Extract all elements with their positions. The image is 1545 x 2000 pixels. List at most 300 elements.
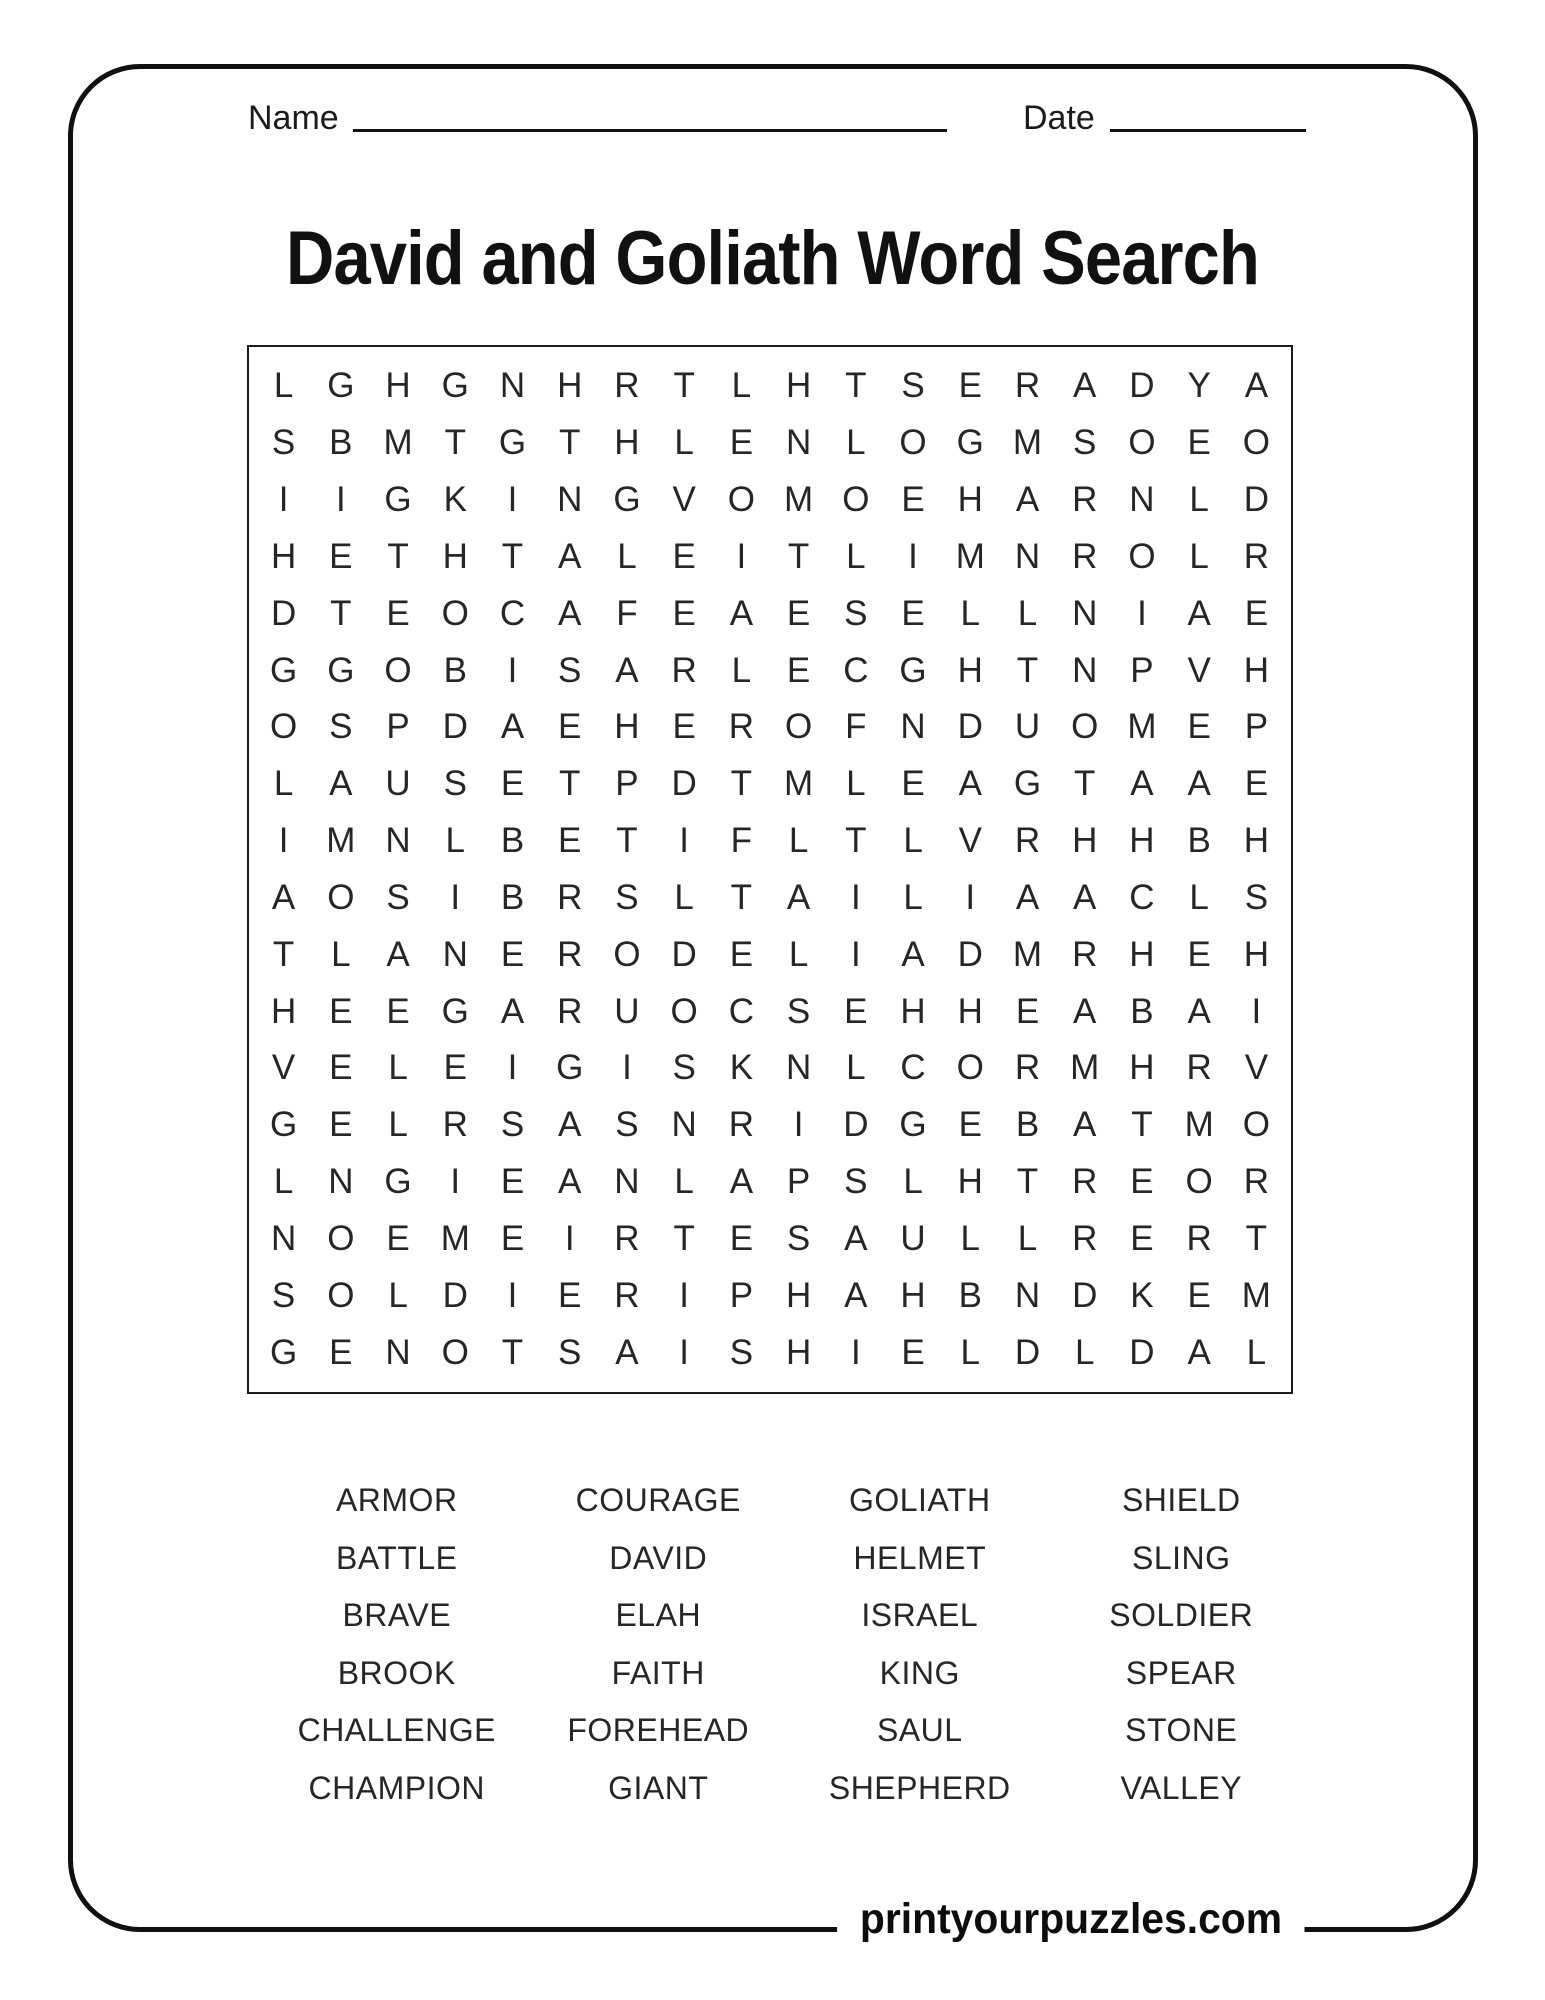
- grid-letter: B: [1130, 991, 1154, 1031]
- grid-letter: H: [900, 1275, 926, 1315]
- grid-letter: E: [443, 1048, 467, 1088]
- grid-letter: I: [965, 877, 976, 917]
- grid-letter: N: [270, 1218, 297, 1258]
- grid-letter: H: [1129, 934, 1155, 974]
- word-list-item: SPEAR: [1125, 1654, 1237, 1691]
- grid-letter: T: [559, 423, 581, 463]
- grid-letter: N: [442, 934, 468, 974]
- grid-letter: O: [956, 1048, 984, 1088]
- grid-letter: S: [271, 1275, 296, 1315]
- grid-letter: Y: [1187, 366, 1211, 406]
- grid-letter: I: [908, 536, 918, 576]
- grid-letter: O: [327, 1218, 355, 1258]
- grid-letter: S: [844, 1162, 868, 1202]
- grid-letter: E: [386, 593, 410, 633]
- grid-letter: B: [500, 821, 525, 861]
- word-list-item: GOLIATH: [848, 1482, 991, 1519]
- grid-letter: R: [728, 1105, 755, 1145]
- grid-letter: I: [793, 1105, 804, 1145]
- grid-letter: E: [786, 650, 811, 690]
- grid-letter: H: [557, 366, 583, 406]
- grid-letter: D: [1072, 1275, 1098, 1315]
- grid-letter: L: [388, 1048, 408, 1088]
- grid-letter: F: [616, 593, 638, 633]
- grid-letter: R: [557, 877, 583, 917]
- grid-letter: A: [1073, 366, 1097, 406]
- grid-letter: L: [1189, 877, 1209, 917]
- grid-letter: H: [785, 1275, 812, 1315]
- grid-letter: S: [329, 707, 353, 747]
- grid-letter: E: [329, 1105, 353, 1145]
- grid-letter: A: [558, 593, 582, 633]
- grid-letter: H: [442, 536, 468, 576]
- grid-letter: D: [1129, 1332, 1155, 1372]
- grid-letter: O: [327, 877, 355, 917]
- date-label: Date: [1023, 99, 1095, 137]
- grid-letter: M: [383, 423, 413, 463]
- grid-letter: E: [1015, 991, 1040, 1031]
- grid-letter: T: [730, 877, 753, 917]
- grid-letter: D: [442, 1275, 468, 1315]
- grid-letter: H: [957, 1162, 983, 1202]
- grid-letter: N: [1129, 480, 1155, 520]
- grid-letter: P: [386, 707, 410, 747]
- grid-letter: I: [622, 1048, 632, 1088]
- grid-letter: V: [271, 1048, 296, 1088]
- grid-letter: P: [615, 764, 639, 804]
- grid-letter: S: [500, 1105, 525, 1145]
- grid-letter: G: [384, 1162, 412, 1202]
- grid-letter: D: [671, 764, 697, 804]
- grid-letter: R: [1014, 1048, 1041, 1088]
- grid-letter: L: [731, 366, 752, 406]
- grid-letter: P: [1130, 650, 1154, 690]
- grid-letter: S: [615, 1105, 639, 1145]
- grid-letter: R: [1072, 480, 1098, 520]
- grid-letter: P: [1244, 707, 1269, 747]
- word-list-item: DAVID: [609, 1539, 708, 1576]
- grid-letter: S: [443, 764, 467, 804]
- grid-letter: O: [1242, 1105, 1270, 1145]
- grid-letter: I: [736, 536, 747, 576]
- grid-letter: I: [1251, 991, 1262, 1031]
- grid-letter: E: [1130, 1162, 1154, 1202]
- grid-letter: A: [1244, 366, 1269, 406]
- grid-letter: N: [385, 1332, 411, 1372]
- grid-letter: C: [843, 650, 869, 690]
- grid-letter: O: [384, 650, 412, 690]
- grid-letter: A: [1130, 764, 1154, 804]
- grid-letter: P: [786, 1162, 811, 1202]
- grid-letter: L: [674, 1162, 694, 1202]
- grid-letter: A: [615, 650, 639, 690]
- grid-letter: B: [1187, 821, 1211, 861]
- grid-letter: M: [440, 1218, 470, 1258]
- grid-letter: M: [326, 821, 356, 861]
- grid-letter: K: [1130, 1275, 1154, 1315]
- grid-letter: E: [901, 593, 925, 633]
- grid-letter: M: [955, 536, 985, 576]
- word-list-item: FOREHEAD: [567, 1712, 750, 1749]
- grid-letter: K: [729, 1048, 754, 1088]
- grid-letter: E: [901, 764, 925, 804]
- grid-letter: D: [442, 707, 468, 747]
- name-label: Name: [248, 99, 339, 137]
- grid-letter: O: [1242, 423, 1270, 463]
- grid-letter: M: [1070, 1048, 1100, 1088]
- word-list-item: BRAVE: [342, 1597, 452, 1634]
- grid-letter: G: [498, 423, 527, 463]
- grid-letter: N: [785, 1048, 812, 1088]
- grid-letter: A: [958, 764, 982, 804]
- grid-letter: O: [727, 480, 755, 520]
- word-list-item: CHAMPION: [308, 1769, 485, 1806]
- grid-letter: A: [729, 1162, 754, 1202]
- grid-letter: A: [1187, 593, 1211, 633]
- grid-letter: O: [1128, 423, 1156, 463]
- grid-letter: I: [450, 1162, 461, 1202]
- grid-letter: I: [1137, 593, 1147, 633]
- grid-letter: S: [615, 877, 639, 917]
- grid-letter: T: [845, 821, 867, 861]
- grid-letter: V: [1244, 1048, 1269, 1088]
- grid-letter: C: [728, 991, 755, 1031]
- grid-letter: A: [500, 991, 525, 1031]
- grid-letter: E: [1187, 934, 1211, 974]
- grid-letter: B: [329, 423, 353, 463]
- grid-letter: D: [1129, 366, 1155, 406]
- grid-letter: V: [958, 821, 982, 861]
- grid-letter: L: [846, 536, 866, 576]
- grid-letter: H: [1129, 1048, 1155, 1088]
- grid-letter: L: [273, 366, 294, 406]
- grid-letter: E: [558, 1275, 582, 1315]
- grid-letter: H: [957, 650, 983, 690]
- grid-letter: E: [558, 821, 582, 861]
- grid-letter: M: [1127, 707, 1157, 747]
- grid-letter: O: [1128, 536, 1156, 576]
- grid-letter: R: [1014, 366, 1041, 406]
- grid-letter: H: [270, 991, 297, 1031]
- grid-letter: D: [957, 707, 983, 747]
- grid-letter: P: [729, 1275, 754, 1315]
- grid-letter: T: [616, 821, 638, 861]
- grid-letter: R: [1072, 1218, 1098, 1258]
- grid-letter: E: [672, 593, 696, 633]
- grid-letter: I: [507, 650, 518, 690]
- grid-letter: H: [270, 536, 297, 576]
- grid-letter: N: [614, 1162, 640, 1202]
- grid-letter: S: [786, 1218, 811, 1258]
- grid-letter: T: [559, 764, 581, 804]
- grid-letter: I: [278, 821, 289, 861]
- grid-letter: H: [957, 991, 983, 1031]
- word-list-item: VALLEY: [1120, 1769, 1243, 1806]
- grid-letter: H: [785, 366, 812, 406]
- grid-letter: R: [1072, 1162, 1098, 1202]
- grid-letter: A: [844, 1275, 868, 1315]
- grid-letter: A: [1073, 1105, 1097, 1145]
- grid-letter: B: [500, 877, 525, 917]
- grid-letter: G: [441, 366, 469, 406]
- grid-letter: I: [507, 480, 518, 520]
- grid-letter: E: [1244, 593, 1269, 633]
- grid-letter: E: [729, 934, 754, 974]
- grid-letter: T: [730, 764, 753, 804]
- date-blank-line: [1110, 129, 1306, 132]
- grid-letter: E: [500, 934, 525, 974]
- grid-letter: I: [507, 1048, 518, 1088]
- grid-letter: I: [850, 1332, 861, 1372]
- grid-letter: A: [1187, 1332, 1211, 1372]
- grid-letter: M: [784, 480, 814, 520]
- grid-letter: L: [388, 1275, 408, 1315]
- grid-letter: V: [672, 480, 696, 520]
- grid-letter: R: [1243, 1162, 1270, 1202]
- word-list-item: CHALLENGE: [297, 1712, 496, 1749]
- grid-letter: T: [1016, 650, 1039, 690]
- grid-letter: I: [679, 1275, 690, 1315]
- grid-letter: S: [271, 423, 296, 463]
- grid-letter: H: [1072, 821, 1098, 861]
- grid-letter: I: [335, 480, 346, 520]
- grid-letter: E: [1187, 707, 1211, 747]
- grid-letter: T: [673, 366, 695, 406]
- grid-letter: B: [1015, 1105, 1040, 1145]
- grid-letter: C: [900, 1048, 926, 1088]
- grid-letter: H: [614, 423, 640, 463]
- grid-letter: O: [441, 1332, 469, 1372]
- grid-letter: L: [1189, 536, 1209, 576]
- grid-letter: E: [500, 764, 525, 804]
- grid-letter: O: [670, 991, 698, 1031]
- grid-letter: R: [1072, 934, 1098, 974]
- grid-letter: A: [1073, 877, 1097, 917]
- word-list-item: FAITH: [611, 1654, 705, 1691]
- grid-letter: N: [1072, 650, 1098, 690]
- grid-letter: L: [788, 821, 809, 861]
- grid-letter: G: [384, 480, 412, 520]
- grid-letter: G: [327, 366, 355, 406]
- grid-letter: S: [558, 1332, 582, 1372]
- grid-letter: E: [558, 707, 582, 747]
- word-list-item: STONE: [1125, 1712, 1238, 1749]
- grid-letter: U: [614, 991, 640, 1031]
- grid-letter: T: [1245, 1218, 1268, 1258]
- grid-letter: E: [1187, 423, 1211, 463]
- grid-letter: A: [558, 536, 582, 576]
- grid-letter: O: [269, 707, 298, 747]
- word-list-item: SOLDIER: [1109, 1597, 1254, 1634]
- grid-letter: E: [386, 991, 410, 1031]
- grid-letter: L: [273, 764, 294, 804]
- grid-letter: M: [784, 764, 814, 804]
- grid-letter: S: [1244, 877, 1269, 917]
- word-list-item: SHEPHERD: [828, 1769, 1011, 1806]
- grid-letter: M: [1241, 1275, 1271, 1315]
- grid-letter: E: [729, 1218, 754, 1258]
- grid-letter: G: [269, 650, 298, 690]
- grid-letter: O: [1071, 707, 1099, 747]
- grid-letter: L: [960, 1332, 980, 1372]
- grid-letter: S: [386, 877, 410, 917]
- grid-letter: R: [671, 650, 697, 690]
- grid-letter: E: [329, 536, 353, 576]
- grid-letter: A: [1015, 877, 1040, 917]
- grid-letter: L: [846, 1048, 866, 1088]
- grid-letter: L: [846, 764, 866, 804]
- grid-letter: L: [331, 934, 351, 974]
- word-list: [266, 1472, 1312, 1817]
- grid-letter: A: [500, 707, 525, 747]
- grid-letter: E: [1244, 764, 1269, 804]
- grid-letter: O: [842, 480, 870, 520]
- word-list-item: SAUL: [876, 1712, 963, 1749]
- word-search-grid: [247, 345, 1293, 1394]
- grid-letter: N: [385, 821, 411, 861]
- grid-letter: A: [271, 877, 296, 917]
- grid-letter: H: [614, 707, 640, 747]
- grid-letter: T: [1131, 1105, 1153, 1145]
- grid-letter: G: [899, 650, 927, 690]
- grid-letter: G: [441, 991, 469, 1031]
- grid-letter: L: [1074, 1332, 1095, 1372]
- grid-letter: E: [1187, 1275, 1211, 1315]
- grid-letter: L: [1017, 593, 1038, 633]
- grid-letter: O: [784, 707, 813, 747]
- grid-letter: G: [956, 423, 984, 463]
- grid-letter: E: [958, 1105, 982, 1145]
- grid-letter: E: [329, 1332, 353, 1372]
- grid-letter: A: [1073, 991, 1097, 1031]
- word-list-item: SHIELD: [1121, 1482, 1241, 1519]
- grid-letter: L: [903, 1162, 923, 1202]
- grid-letter: E: [672, 536, 696, 576]
- grid-letter: H: [1129, 821, 1155, 861]
- grid-letter: I: [850, 934, 861, 974]
- grid-letter: L: [1246, 1332, 1267, 1372]
- grid-letter: L: [617, 536, 637, 576]
- grid-letter: O: [899, 423, 927, 463]
- grid-letter: D: [957, 934, 983, 974]
- grid-letter: E: [329, 1048, 353, 1088]
- word-list-item: KING: [879, 1654, 960, 1691]
- grid-letter: A: [1015, 480, 1040, 520]
- grid-letter: E: [500, 1162, 525, 1202]
- grid-letter: L: [273, 1162, 294, 1202]
- grid-letter: L: [674, 423, 694, 463]
- grid-letter: N: [671, 1105, 697, 1145]
- grid-letter: H: [1243, 934, 1270, 974]
- grid-letter: L: [788, 934, 809, 974]
- grid-letter: T: [330, 593, 352, 633]
- grid-letter: I: [850, 877, 861, 917]
- grid-letter: K: [443, 480, 467, 520]
- grid-letter: N: [499, 366, 526, 406]
- grid-letter: U: [385, 764, 411, 804]
- word-list-item: GIANT: [608, 1769, 709, 1806]
- grid-letter: E: [386, 1218, 410, 1258]
- grid-letter: L: [846, 423, 866, 463]
- grid-letter: A: [1187, 991, 1211, 1031]
- grid-letter: S: [901, 366, 925, 406]
- grid-letter: G: [613, 480, 641, 520]
- grid-letter: H: [900, 991, 926, 1031]
- footer-site-name: printyourpuzzles.com: [837, 1896, 1305, 1943]
- grid-letter: L: [903, 877, 923, 917]
- grid-letter: N: [1072, 593, 1098, 633]
- grid-letter: C: [1129, 877, 1155, 917]
- grid-letter: M: [1012, 423, 1043, 463]
- grid-letter: L: [445, 821, 465, 861]
- grid-letter: A: [901, 934, 925, 974]
- grid-letter: V: [1187, 650, 1211, 690]
- grid-letter: R: [1014, 821, 1041, 861]
- grid-letter: G: [269, 1105, 298, 1145]
- grid-letter: R: [614, 366, 640, 406]
- grid-letter: C: [499, 593, 526, 633]
- grid-letter: O: [1185, 1162, 1213, 1202]
- grid-letter: A: [1187, 764, 1211, 804]
- grid-letter: E: [786, 593, 811, 633]
- grid-letter: T: [444, 423, 466, 463]
- grid-letter: L: [1189, 480, 1209, 520]
- grid-letter: N: [785, 423, 812, 463]
- grid-letter: S: [558, 650, 582, 690]
- grid-letter: H: [385, 366, 411, 406]
- grid-letter: D: [843, 1105, 869, 1145]
- grid-letter: L: [960, 593, 980, 633]
- grid-letter: L: [731, 650, 752, 690]
- grid-letter: A: [386, 934, 410, 974]
- grid-letter: N: [900, 707, 926, 747]
- grid-letter: R: [442, 1105, 468, 1145]
- name-blank-line: [353, 129, 947, 132]
- grid-letter: B: [958, 1275, 982, 1315]
- grid-letter: B: [443, 650, 467, 690]
- grid-letter: L: [960, 1218, 980, 1258]
- grid-letter: S: [844, 593, 868, 633]
- word-list-item: SLING: [1131, 1539, 1231, 1576]
- grid-letter: M: [1184, 1105, 1214, 1145]
- grid-letter: A: [844, 1218, 868, 1258]
- grid-letter: R: [557, 991, 583, 1031]
- grid-letter: L: [674, 877, 694, 917]
- grid-letter: T: [501, 536, 524, 576]
- puzzle-title: David and Goliath Word Search: [286, 216, 1259, 301]
- grid-letter: R: [614, 1218, 640, 1258]
- word-list-item: HELMET: [853, 1539, 987, 1576]
- grid-letter: E: [958, 366, 982, 406]
- grid-letter: E: [329, 991, 353, 1031]
- grid-letter: E: [729, 423, 754, 463]
- grid-letter: I: [564, 1218, 575, 1258]
- grid-letter: N: [328, 1162, 354, 1202]
- grid-letter: R: [728, 707, 755, 747]
- grid-letter: D: [671, 934, 697, 974]
- grid-letter: R: [1186, 1218, 1212, 1258]
- grid-letter: G: [899, 1105, 927, 1145]
- grid-letter: L: [388, 1105, 408, 1145]
- grid-letter: L: [1017, 1218, 1038, 1258]
- grid-letter: S: [1073, 423, 1097, 463]
- word-list-item: ISRAEL: [861, 1597, 979, 1634]
- grid-letter: E: [901, 1332, 925, 1372]
- grid-letter: T: [1074, 764, 1096, 804]
- grid-letter: D: [1243, 480, 1270, 520]
- grid-letter: A: [558, 1105, 582, 1145]
- grid-letter: N: [1014, 1275, 1041, 1315]
